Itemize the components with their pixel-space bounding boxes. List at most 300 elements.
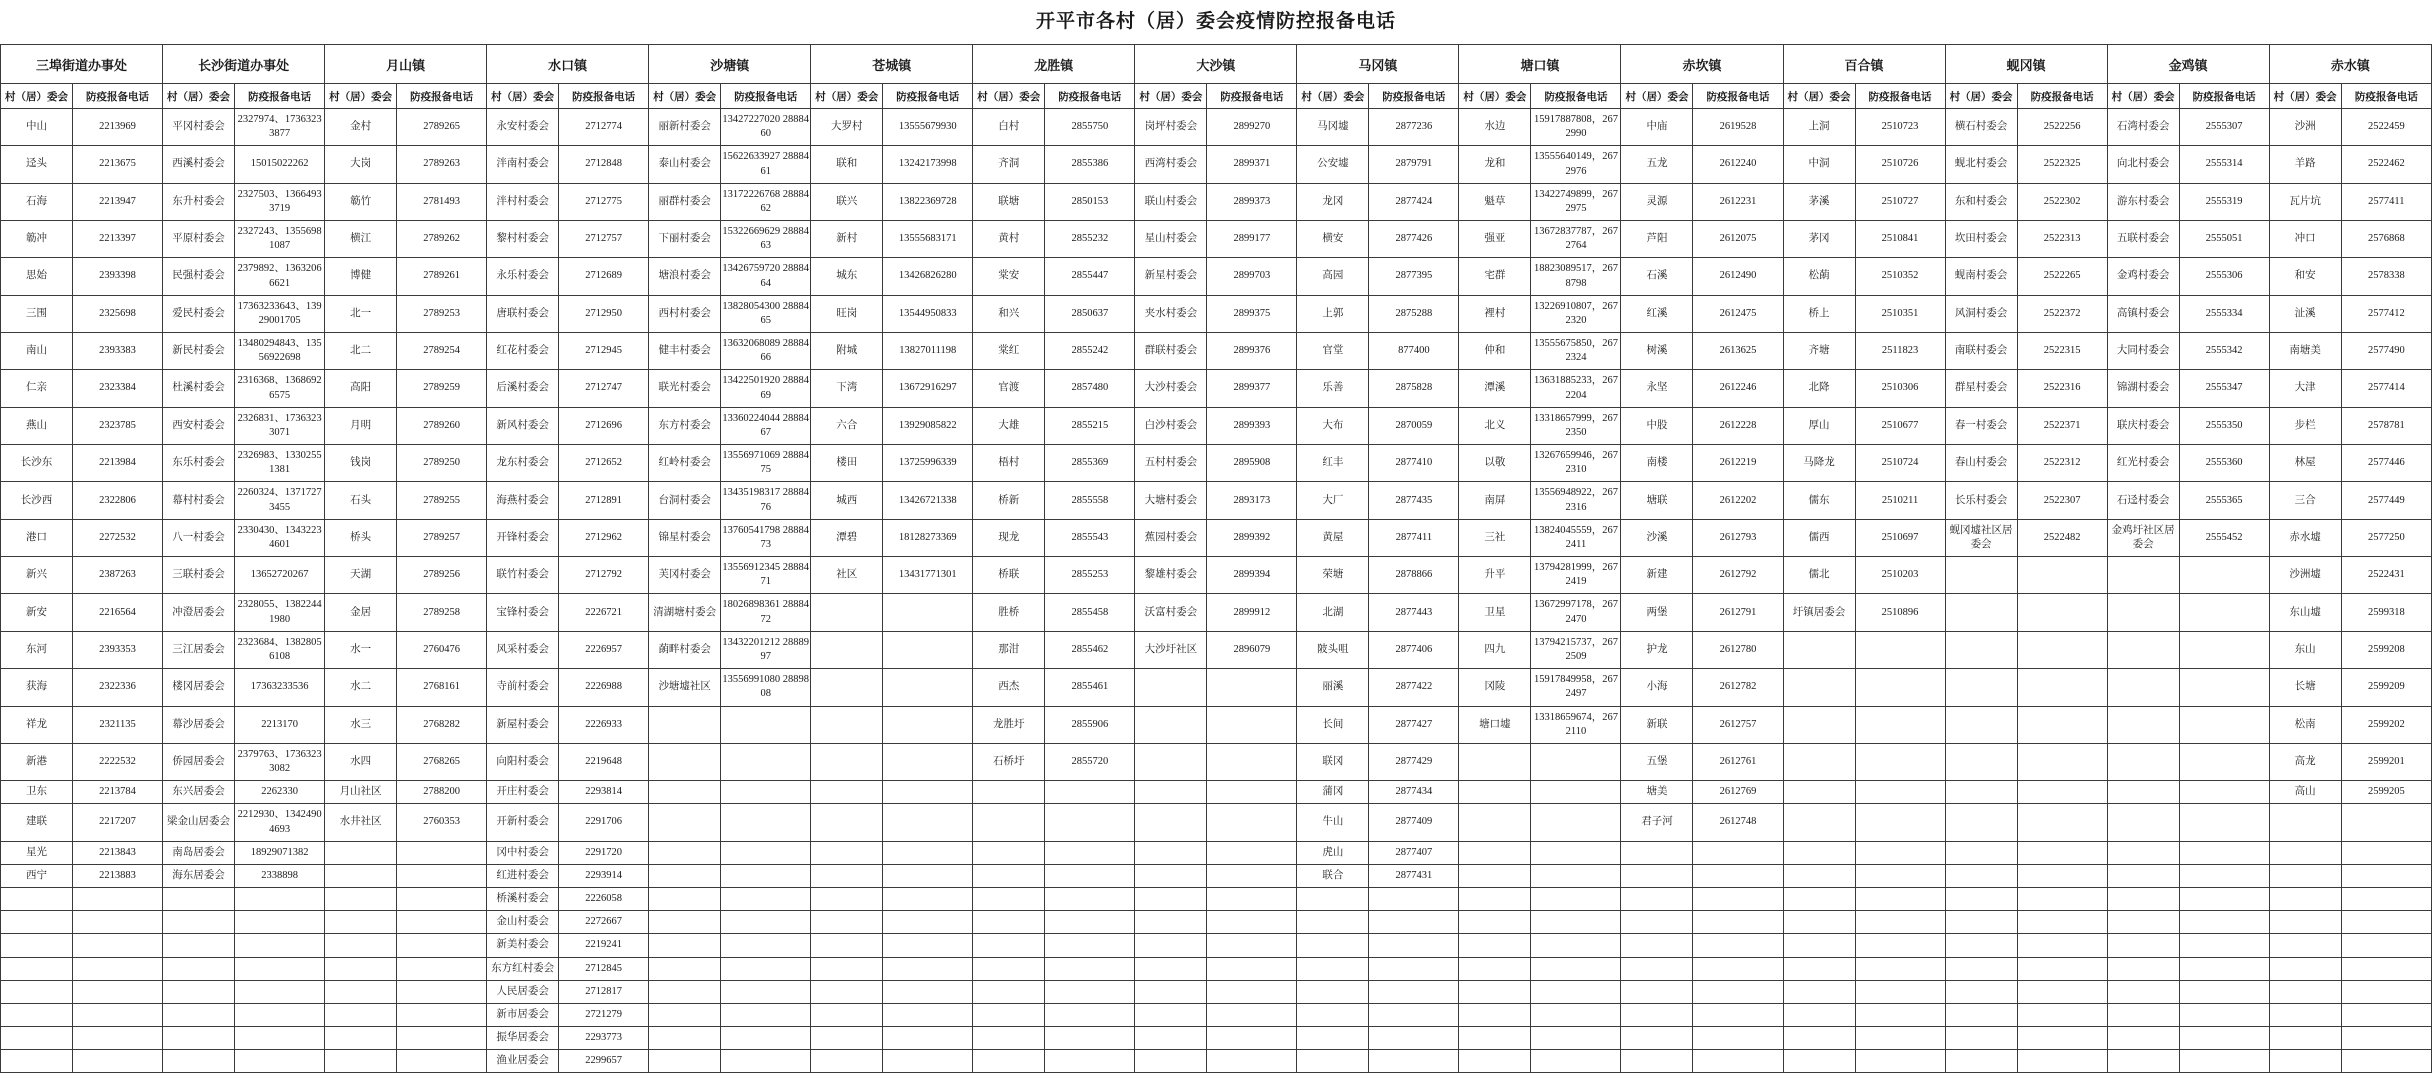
table-row [1,934,2432,957]
village-cell: 海东居委会 [163,864,235,887]
village-cell: 寺前村委会 [487,669,559,706]
village-cell: 卫东 [1,781,73,804]
village-cell: 中山 [1,109,73,146]
village-cell [1459,804,1531,841]
village-cell [1,934,73,957]
phone-cell: 2789255 [397,482,487,519]
village-cell: 联塘 [973,183,1045,220]
phone-col-header: 防疫报备电话 [1045,84,1135,109]
phone-cell: 2712696 [559,407,649,444]
phone-cell: 13760541798 2888473 [721,519,811,556]
village-cell: 芙冈村委会 [649,557,721,594]
village-cell [1945,934,2017,957]
phone-cell: 2712775 [559,183,649,220]
phone-cell: 2328055、13822441980 [235,594,325,631]
village-cell: 中庙 [1621,109,1693,146]
phone-cell [1693,911,1783,934]
village-cell: 西湾村委会 [1135,146,1207,183]
village-cell [1945,1027,2017,1050]
phone-cell [721,888,811,911]
village-cell [163,934,235,957]
phone-col-header: 防疫报备电话 [2017,84,2107,109]
village-cell [1459,888,1531,911]
phone-cell [397,864,487,887]
village-cell [649,1027,721,1050]
phone-cell: 2612780 [1693,631,1783,668]
phone-cell: 2577449 [2341,482,2431,519]
phone-cell [235,1050,325,1073]
village-cell [973,934,1045,957]
phone-cell [235,934,325,957]
village-cell [2107,804,2179,841]
village-cell [1621,957,1693,980]
phone-cell: 2899371 [1207,146,1297,183]
village-cell: 黄屋 [1297,519,1369,556]
village-cell: 桥新 [973,482,1045,519]
village-cell: 八一村委会 [163,519,235,556]
phone-cell: 2789261 [397,258,487,295]
phone-cell: 2387263 [73,557,163,594]
village-cell: 潭溪 [1459,370,1531,407]
village-cell: 燕山 [1,407,73,444]
village-cell [163,911,235,934]
village-cell [1783,743,1855,780]
phone-cell [1531,804,1621,841]
village-cell [811,631,883,668]
phone-cell: 2510677 [1855,407,1945,444]
table-row [1,482,2432,519]
village-cell: 石迳村委会 [2107,482,2179,519]
phone-cell [1207,669,1297,706]
phone-cell: 2510697 [1855,519,1945,556]
town-header: 金鸡镇 [2107,45,2269,84]
phone-cell: 2855215 [1045,407,1135,444]
phone-cell: 2789256 [397,557,487,594]
village-cell: 长乐村委会 [1945,482,2017,519]
phone-cell: 2899177 [1207,221,1297,258]
phone-cell: 2850637 [1045,295,1135,332]
village-cell [649,911,721,934]
phone-cell [1207,1003,1297,1026]
table-row [1,557,2432,594]
village-cell: 联竹村委会 [487,557,559,594]
phone-cell [2179,980,2269,1003]
village-cell [1783,1027,1855,1050]
village-cell: 月山社区 [325,781,397,804]
village-cell [2269,957,2341,980]
village-cell [1459,980,1531,1003]
phone-cell [883,706,973,743]
phone-cell: 2213984 [73,445,163,482]
village-cell [649,841,721,864]
phone-cell [883,864,973,887]
table-row [1,1003,2432,1026]
phone-cell [73,1050,163,1073]
phone-cell [1855,804,1945,841]
village-cell [2107,1027,2179,1050]
village-cell: 大布 [1297,407,1369,444]
village-cell: 中洞 [1783,146,1855,183]
village-cell [2107,841,2179,864]
phone-cell: 2619528 [1693,109,1783,146]
phone-cell [883,1003,973,1026]
village-cell: 丽新村委会 [649,109,721,146]
village-cell: 振华居委会 [487,1027,559,1050]
village-cell: 三联村委会 [163,557,235,594]
phone-cell: 2875288 [1369,295,1459,332]
village-cell [2107,980,2179,1003]
village-cell [163,1003,235,1026]
table-row [1,706,2432,743]
village-cell [811,864,883,887]
phone-cell [1207,980,1297,1003]
village-cell: 思始 [1,258,73,295]
town-header: 塘口镇 [1459,45,1621,84]
village-cell [649,1003,721,1026]
phone-cell: 2291720 [559,841,649,864]
phone-cell: 2291706 [559,804,649,841]
village-cell [1459,934,1531,957]
village-cell: 蒲冈 [1297,781,1369,804]
village-cell: 三合 [2269,482,2341,519]
village-col-header: 村（居）委会 [1297,84,1369,109]
village-cell: 棠红 [973,333,1045,370]
phone-cell [2179,669,2269,706]
village-cell: 大雄 [973,407,1045,444]
phone-cell: 13556948922，2672316 [1531,482,1621,519]
village-cell: 风洞村委会 [1945,295,2017,332]
village-cell: 西宁 [1,864,73,887]
phone-cell: 2217207 [73,804,163,841]
phone-cell: 2599205 [2341,781,2431,804]
village-cell: 水边 [1459,109,1531,146]
village-cell: 三围 [1,295,73,332]
village-cell [649,804,721,841]
phone-cell: 2789253 [397,295,487,332]
phone-cell: 13828054300 2888465 [721,295,811,332]
phone-cell [73,934,163,957]
phone-cell: 13422749899，2672975 [1531,183,1621,220]
village-cell: 宅群 [1459,258,1531,295]
village-cell [2107,957,2179,980]
phone-cell [883,841,973,864]
phone-cell: 13431771301 [883,557,973,594]
village-cell: 沙洲墟 [2269,557,2341,594]
village-cell: 新村 [811,221,883,258]
phone-cell [2179,1050,2269,1073]
phone-cell: 2325698 [73,295,163,332]
village-cell: 塘美 [1621,781,1693,804]
phone-cell: 15917887808，2672990 [1531,109,1621,146]
village-cell: 冲口 [2269,221,2341,258]
village-cell: 护龙 [1621,631,1693,668]
village-cell: 卫星 [1459,594,1531,631]
phone-cell [1045,957,1135,980]
village-cell [2107,557,2179,594]
phone-cell: 2323684、13828056108 [235,631,325,668]
town-header: 长沙街道办事处 [163,45,325,84]
phone-cell: 15322669629 2888463 [721,221,811,258]
village-cell: 后溪村委会 [487,370,559,407]
phone-cell: 2877431 [1369,864,1459,887]
phone-cell: 13426826280 [883,258,973,295]
village-cell [2269,934,2341,957]
phone-cell: 2213170 [235,706,325,743]
village-cell: 东兴居委会 [163,781,235,804]
village-cell: 北义 [1459,407,1531,444]
phone-cell: 2379763、17363233082 [235,743,325,780]
village-cell: 官堂 [1297,333,1369,370]
village-cell: 黎雄村委会 [1135,557,1207,594]
village-cell: 新风村委会 [487,407,559,444]
village-cell [1783,706,1855,743]
village-cell [325,841,397,864]
phone-cell: 2522302 [2017,183,2107,220]
phone-cell: 2612475 [1693,295,1783,332]
phone-cell: 2877407 [1369,841,1459,864]
phone-cell: 2510351 [1855,295,1945,332]
phone-cell [1855,781,1945,804]
village-cell [1135,864,1207,887]
village-cell [811,743,883,780]
phone-cell [721,911,811,934]
phone-cell: 2612490 [1693,258,1783,295]
phone-cell: 18823089517，2678798 [1531,258,1621,295]
village-cell: 爱民村委会 [163,295,235,332]
village-cell: 龙胜圩 [973,706,1045,743]
phone-cell [883,781,973,804]
village-cell: 东方红村委会 [487,957,559,980]
phone-cell: 2510723 [1855,109,1945,146]
village-cell: 夹水村委会 [1135,295,1207,332]
phone-cell: 2899375 [1207,295,1297,332]
phone-cell: 2222532 [73,743,163,780]
village-cell [649,1050,721,1073]
village-cell [1945,980,2017,1003]
village-cell: 以敬 [1459,445,1531,482]
village-cell [2269,804,2341,841]
village-cell: 月明 [325,407,397,444]
phone-cell [397,957,487,980]
phone-col-header: 防疫报备电话 [721,84,811,109]
village-cell: 联光村委会 [649,370,721,407]
village-cell: 冈陵 [1459,669,1531,706]
phone-cell: 2393383 [73,333,163,370]
phone-cell [1693,1003,1783,1026]
phone-cell [1207,888,1297,911]
phone-cell [2017,781,2107,804]
phone-cell: 2338898 [235,864,325,887]
village-cell [973,888,1045,911]
phone-cell: 2327503、13664933719 [235,183,325,220]
village-cell: 白沙村委会 [1135,407,1207,444]
phone-cell [883,669,973,706]
village-cell: 茅溪 [1783,183,1855,220]
village-cell [1297,980,1369,1003]
village-cell: 天湖 [325,557,397,594]
village-cell [1783,804,1855,841]
village-cell [1783,864,1855,887]
phone-cell: 13794281999，2672419 [1531,557,1621,594]
phone-cell: 2555307 [2179,109,2269,146]
phone-cell [2179,864,2269,887]
phone-cell: 2878866 [1369,557,1459,594]
village-cell: 马冈墟 [1297,109,1369,146]
village-cell: 新星村委会 [1135,258,1207,295]
village-cell: 渔业居委会 [487,1050,559,1073]
village-cell [325,1003,397,1026]
village-cell [1,1003,73,1026]
phone-cell [1531,841,1621,864]
village-cell [163,957,235,980]
phone-cell: 2326831、17363233071 [235,407,325,444]
phone-cell [1531,957,1621,980]
phone-cell [2179,934,2269,957]
village-col-header: 村（居）委会 [1,84,73,109]
phone-cell [1855,957,1945,980]
phone-cell: 2213784 [73,781,163,804]
village-cell [1297,934,1369,957]
phone-cell [1855,706,1945,743]
phone-cell [235,911,325,934]
phone-cell [2179,957,2269,980]
phone-cell [1531,864,1621,887]
village-cell: 两堡 [1621,594,1693,631]
phone-cell [1045,781,1135,804]
village-cell: 裡村 [1459,295,1531,332]
phone-cell [1855,841,1945,864]
phone-cell: 2510841 [1855,221,1945,258]
village-cell: 梧村 [973,445,1045,482]
phone-col-header: 防疫报备电话 [73,84,163,109]
village-cell [1945,911,2017,934]
phone-cell [1369,934,1459,957]
phone-cell: 2877427 [1369,706,1459,743]
village-cell [2107,743,2179,780]
phone-cell [883,804,973,841]
table-row [1,183,2432,220]
village-cell [973,841,1045,864]
village-cell: 白村 [973,109,1045,146]
village-cell: 儒东 [1783,482,1855,519]
village-cell [1621,934,1693,957]
phone-cell: 13318657999，2672350 [1531,407,1621,444]
phone-cell: 2768265 [397,743,487,780]
phone-cell: 2899392 [1207,519,1297,556]
village-cell [2107,706,2179,743]
village-cell: 桥上 [1783,295,1855,332]
village-cell: 大塘村委会 [1135,482,1207,519]
phone-cell: 2213947 [73,183,163,220]
phone-cell: 2855543 [1045,519,1135,556]
phone-cell [1693,1050,1783,1073]
village-cell: 官渡 [973,370,1045,407]
village-cell [1459,1027,1531,1050]
village-cell: 群星村委会 [1945,370,2017,407]
village-cell: 星山村委会 [1135,221,1207,258]
phone-cell: 2850153 [1045,183,1135,220]
village-cell [2107,669,2179,706]
phone-cell [1531,1050,1621,1073]
phone-cell: 877400 [1369,333,1459,370]
phone-cell: 2855461 [1045,669,1135,706]
village-cell [811,781,883,804]
village-cell [811,841,883,864]
village-cell: 社区 [811,557,883,594]
phone-cell [1855,1027,1945,1050]
village-cell: 冲澄居委会 [163,594,235,631]
village-cell [2107,864,2179,887]
phone-cell [2017,980,2107,1003]
phone-cell: 2522312 [2017,445,2107,482]
phone-cell: 2768161 [397,669,487,706]
village-cell [649,957,721,980]
village-cell [1621,864,1693,887]
town-header: 百合镇 [1783,45,1945,84]
phone-cell [1531,934,1621,957]
village-cell: 荣塘 [1297,557,1369,594]
phone-cell: 2712945 [559,333,649,370]
phone-cell [2341,888,2431,911]
village-cell [811,804,883,841]
phone-cell: 2612761 [1693,743,1783,780]
village-cell [1135,980,1207,1003]
village-cell: 红光村委会 [2107,445,2179,482]
phone-cell: 2896079 [1207,631,1297,668]
phone-cell [1369,911,1459,934]
village-col-header: 村（居）委会 [325,84,397,109]
phone-cell [1045,1027,1135,1050]
phone-cell: 2555347 [2179,370,2269,407]
village-cell: 锦湖村委会 [2107,370,2179,407]
phone-cell [2179,1003,2269,1026]
village-cell: 大厂 [1297,482,1369,519]
table-row [1,957,2432,980]
phone-cell [1855,1003,1945,1026]
village-cell: 南楼 [1621,445,1693,482]
phone-cell: 2612202 [1693,482,1783,519]
phone-cell [2341,957,2431,980]
village-cell [1459,1050,1531,1073]
village-cell [811,1003,883,1026]
village-cell: 港口 [1,519,73,556]
phone-cell: 2855906 [1045,706,1135,743]
village-cell [973,804,1045,841]
phone-cell: 2522371 [2017,407,2107,444]
phone-cell: 2612246 [1693,370,1783,407]
village-cell [1621,888,1693,911]
phone-cell [1369,1050,1459,1073]
phone-cell: 2212930、13424904693 [235,804,325,841]
village-cell [811,957,883,980]
village-cell [1135,841,1207,864]
village-cell: 新屋村委会 [487,706,559,743]
village-cell: 蕉园村委会 [1135,519,1207,556]
village-cell: 大沙圩社区 [1135,631,1207,668]
village-cell: 联庆村委会 [2107,407,2179,444]
village-cell: 钱岗 [325,445,397,482]
phone-cell: 2555365 [2179,482,2269,519]
village-cell: 北降 [1783,370,1855,407]
phone-cell: 2510352 [1855,258,1945,295]
phone-cell: 2855369 [1045,445,1135,482]
phone-cell: 2327974、17363233877 [235,109,325,146]
village-cell: 那泔 [973,631,1045,668]
village-cell: 水井社区 [325,804,397,841]
phone-cell [397,841,487,864]
phone-cell: 2577414 [2341,370,2431,407]
village-cell [2107,934,2179,957]
